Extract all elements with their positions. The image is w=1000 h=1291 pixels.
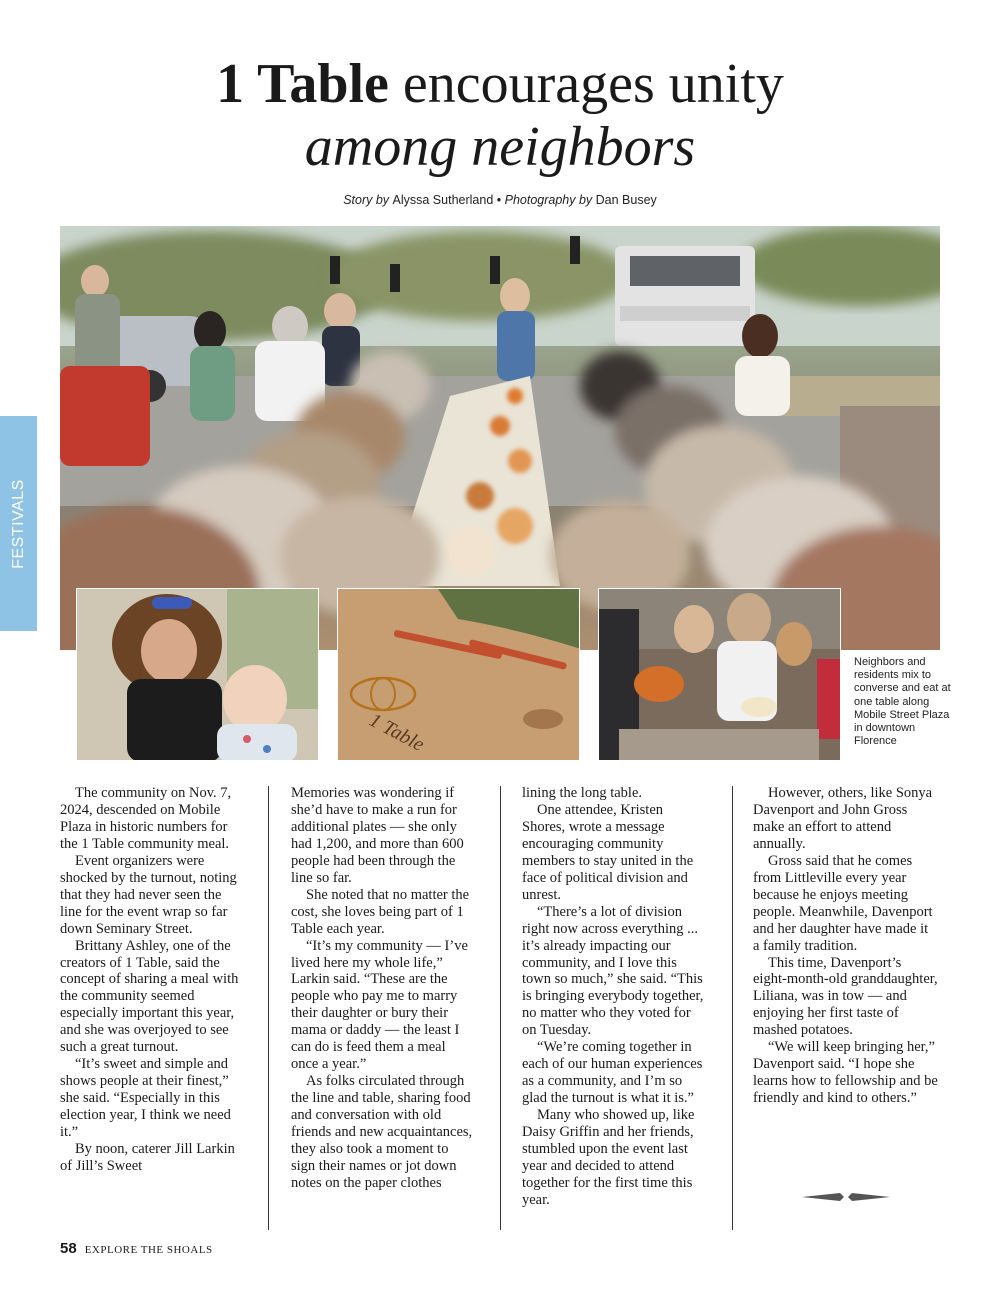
paragraph: One attendee, Kristen Shores, wrote a message encouraging community members to stay united in the face of political division and unrest.	[522, 801, 694, 903]
page-number: 58	[60, 1240, 77, 1257]
hero-photo-illustration	[60, 226, 940, 650]
inset-photo-feeding-baby	[76, 588, 319, 761]
headline-rest: encourages unity	[388, 53, 784, 115]
byline-photo-author: Dan Busey	[595, 193, 657, 207]
byline-story-author: Alyssa Sutherland	[392, 193, 494, 207]
end-of-story-icon	[802, 1190, 890, 1208]
paragraph: lining the long table.	[522, 785, 643, 801]
byline	[0, 193, 1000, 207]
headline-line-2: among neighbors	[304, 116, 696, 178]
paragraph: This time, Davenport’s eight-month-old granddaughter, Liliana, was in tow — and enjoying her first taste of mashed potatoes.	[753, 954, 938, 1039]
column-rule	[732, 786, 733, 1230]
hero-photo	[60, 226, 940, 650]
paragraph: Memories was wondering if she’d have to make a run for additional plates — she only had 1,200, and more than 600 people had been through the line so far.	[291, 785, 464, 886]
paragraph: As folks circulated through the line and table, sharing food and conversation with old friends and new acquaintances, they also took a moment to sign their names or jot down notes on the paper clothes	[291, 1073, 473, 1191]
headline-line-1	[0, 52, 1000, 116]
column-rule	[500, 786, 501, 1230]
byline-separator: •	[493, 193, 505, 207]
headline-bold: 1 Table	[216, 53, 389, 115]
inset-photo-tablecloth	[337, 588, 580, 761]
paragraph: Many who showed up, like Daisy Griffin and her friends, stumbled upon the event last year and decided to attend together for the first time this year.	[522, 1107, 695, 1208]
paragraph: The community on Nov. 7, 2024, descended on Mobile Plaza in historic numbers for the 1 Table community meal.	[60, 785, 232, 852]
inset-photo-tablecloth-illustration	[338, 589, 580, 761]
inset-photo-serving-line-illustration	[599, 589, 841, 761]
paragraph: “It’s my community — I’ve lived here my whole life,” Larkin said. “These are the people who pay me to marry their daughter or bury their mama or daddy — the least I can do is feed them a meal once a year.”	[291, 937, 468, 1073]
byline-story-prefix: Story by	[343, 193, 393, 207]
byline-photo-prefix: Photography by	[504, 193, 596, 207]
paragraph: “We’re coming together in each of our human experiences as a community, and I’m so glad the turnout is what it is.”	[522, 1039, 703, 1107]
body-column-4	[753, 785, 938, 1107]
paragraph: She noted that no matter the cost, she loves being part of 1 Table each year.	[291, 886, 470, 937]
column-rule	[268, 786, 269, 1230]
paragraph: “There’s a lot of division right now across everything ... it’s already impacting our community, and I love this town so much,” she said. “This is bringing everybody together, no matter who they voted for on Tuesday.	[522, 903, 704, 1039]
paragraph: Brittany Ashley, one of the creators of 1 Table, said the concept of sharing a meal with the community seemed especially important this year, and she was overjoyed to see such a great turnout.	[60, 937, 239, 1056]
inset-photo-feeding-baby-illustration	[77, 589, 319, 761]
section-tab	[0, 416, 37, 631]
section-tab-label: FESTIVALS	[9, 478, 27, 569]
paragraph: By noon, caterer Jill Larkin of Jill’s Sweet	[60, 1141, 235, 1174]
paragraph: Gross said that he comes from Littleville every year because he enjoys meeting people. Meanwhile, Davenport and her daughter have made it a family tradition.	[753, 852, 933, 954]
inset-photo-serving-line	[598, 588, 841, 761]
headline	[0, 52, 1000, 178]
photo-caption: Neighbors and residents mix to converse and eat at one table along Mobile Street Plaza in downtown Florence	[854, 656, 951, 748]
paragraph: “We will keep bringing her,” Davenport said. “I hope she learns how to fellowship and be friendly and kind to others.”	[753, 1039, 938, 1107]
paragraph: “It’s sweet and simple and shows people at their finest,” she said. “Especially in this election year, I think we need it.”	[60, 1056, 231, 1141]
page-footer	[60, 1240, 213, 1258]
body-column-1	[60, 785, 245, 1175]
inset-photo-handwriting: 1 Table	[365, 709, 428, 757]
paragraph: However, others, like Sonya Davenport and John Gross make an effort to attend annually.	[753, 785, 933, 852]
body-column-2	[291, 785, 476, 1192]
paragraph: Event organizers were shocked by the turnout, noting that they had never seen the line for the event wrap so far down Seminary Street.	[60, 852, 237, 937]
publication-name: EXPLORE THE SHOALS	[84, 1244, 213, 1256]
body-column-3	[522, 785, 707, 1209]
